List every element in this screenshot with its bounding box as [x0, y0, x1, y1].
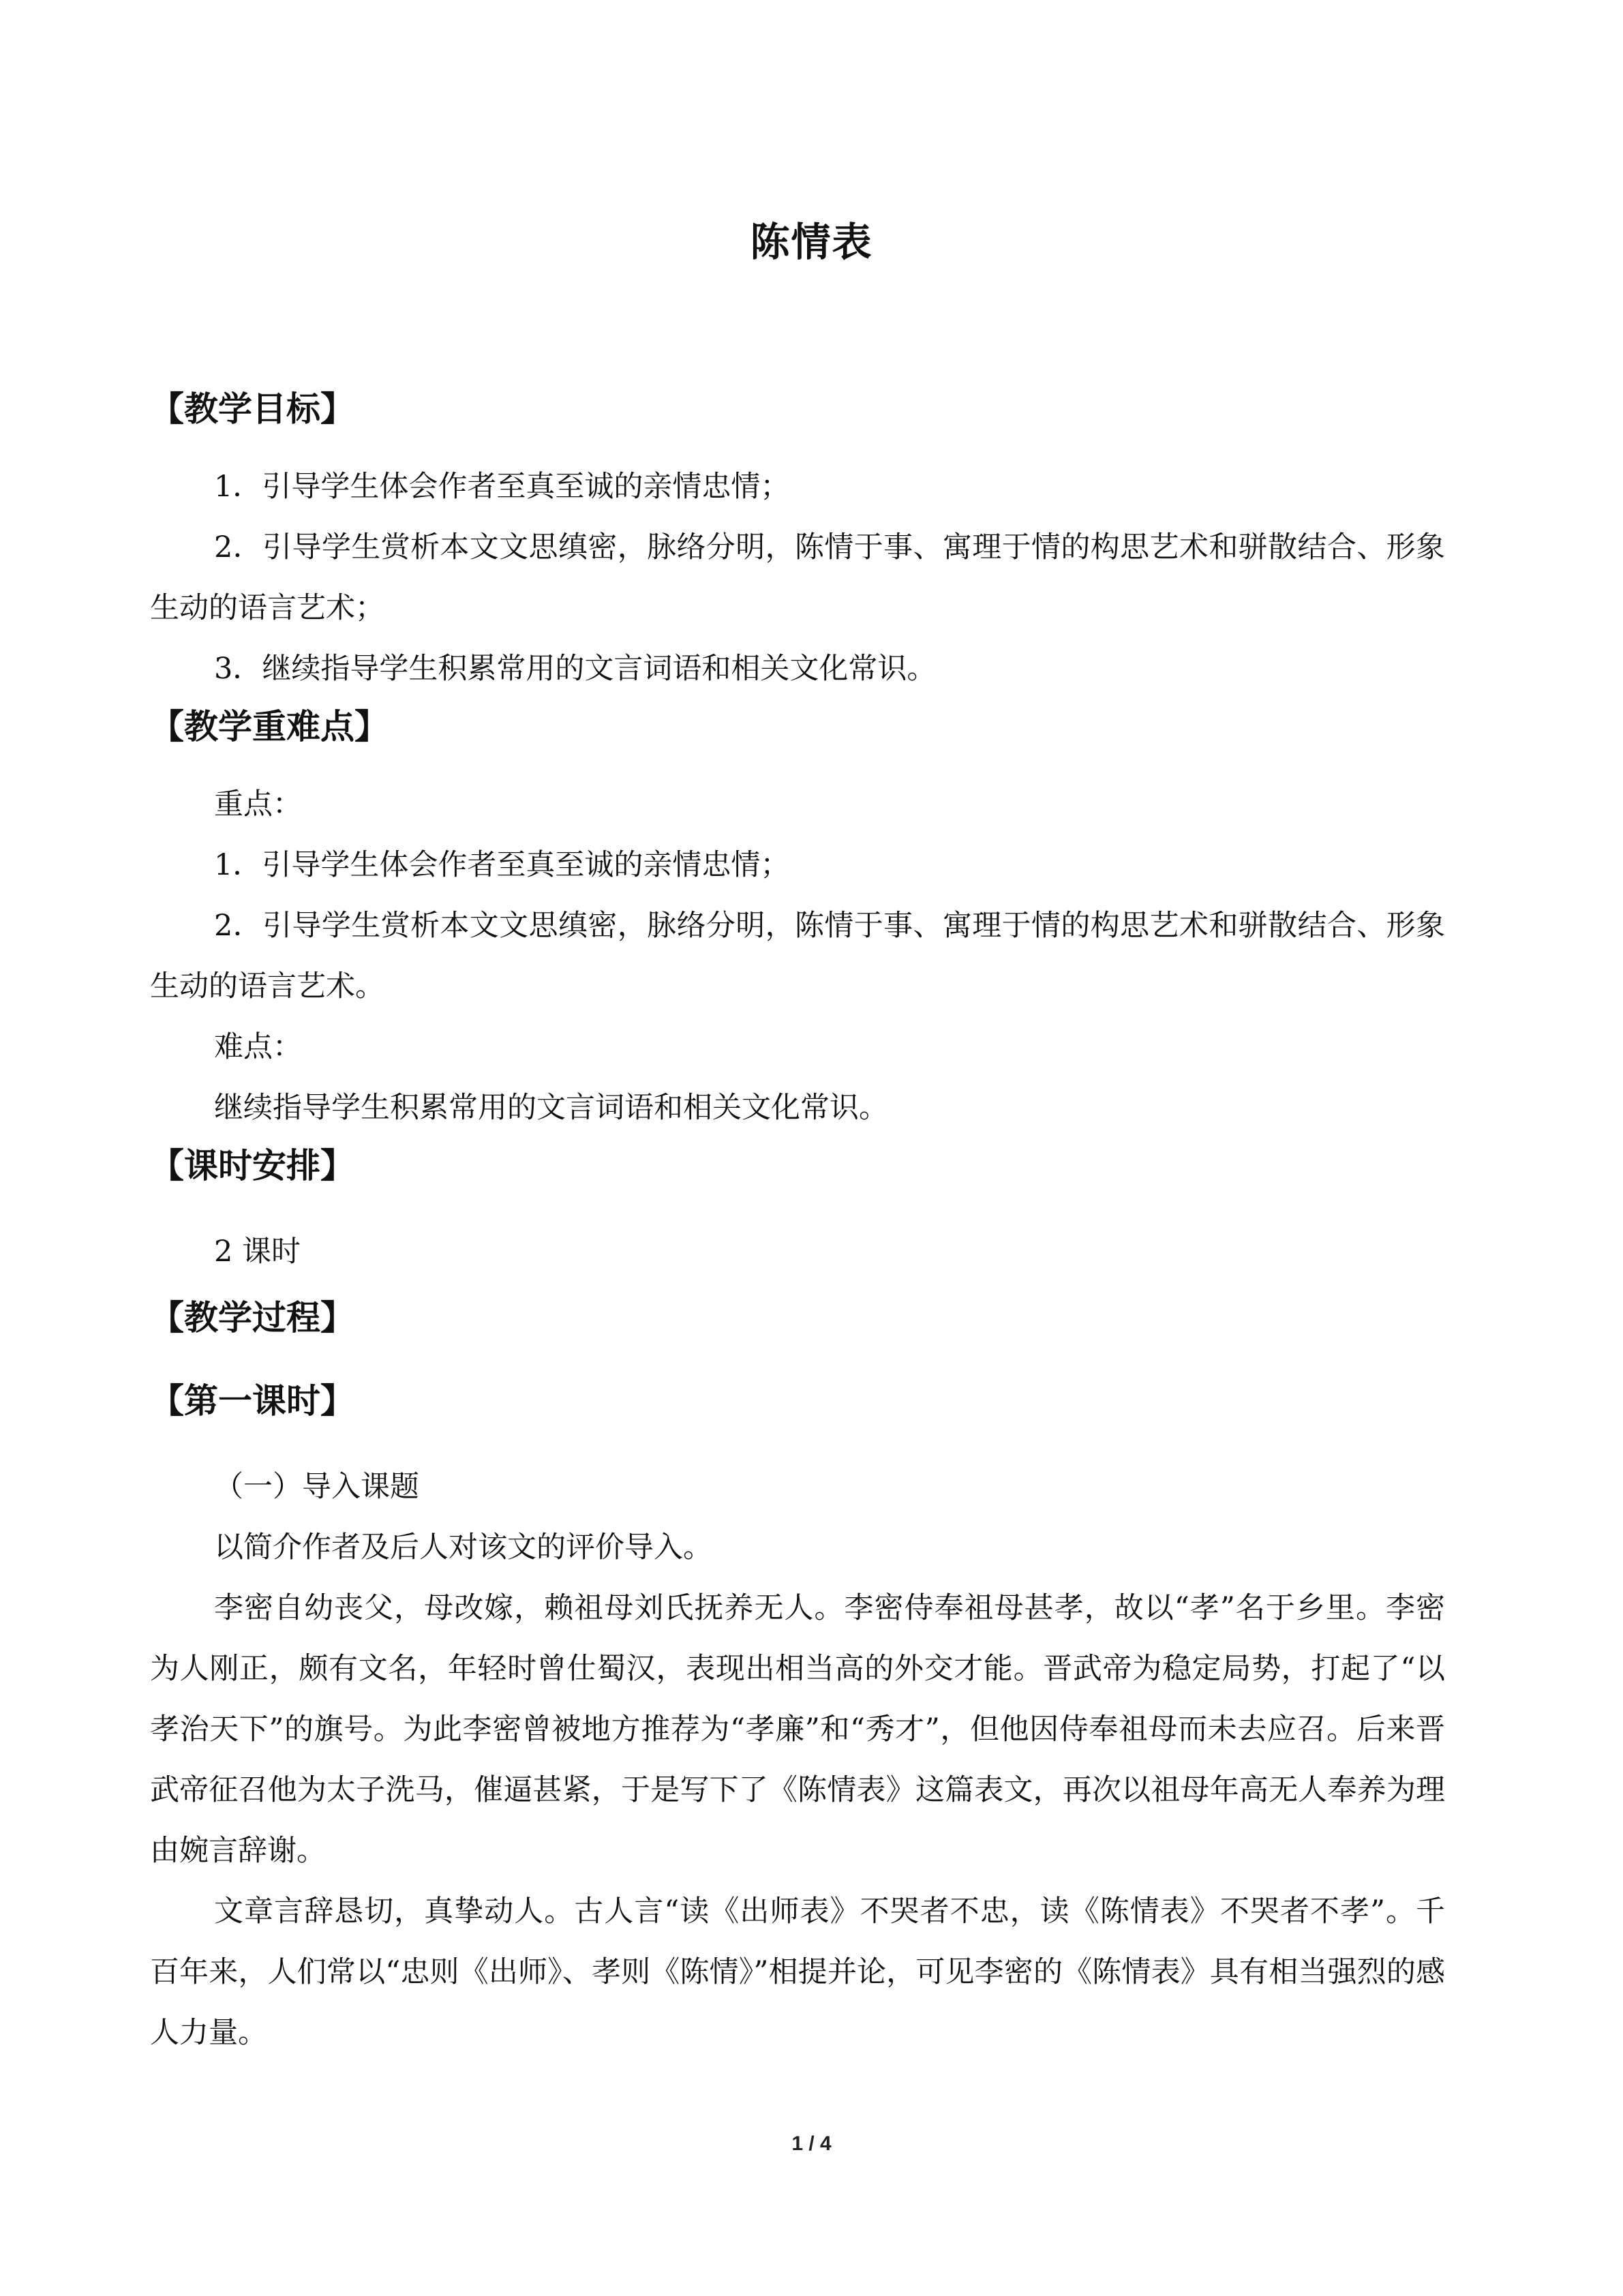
- section-heading-schedule: 【课时安排】: [150, 1146, 354, 1185]
- lesson-1-subheading: （一）导入课题: [214, 1470, 419, 1504]
- page-indicator: 1 / 4: [791, 2132, 832, 2155]
- goal-item-1: 1．引导学生体会作者至真至诚的亲情忠情；: [214, 470, 790, 504]
- goal-item-2: 2．引导学生赏析本文文思缜密，脉络分明，陈情于事、寓理于情的构思艺术和骈散结合、形象生动的语言艺术；: [150, 530, 1445, 625]
- key-item-2: 2．引导学生赏析本文文思缜密，脉络分明，陈情于事、寓理于情的构思艺术和骈散结合、形象生动的语言艺术。: [150, 909, 1445, 1003]
- lesson-1-paragraph-2: 文章言辞恳切，真挚动人。古人言“读《出师表》不哭者不忠，读《陈情表》不哭者不孝”。千百年来，人们常以“忠则《出师》、孝则《陈情》”相提并论，可见李密的《陈情表》具有相当强烈的感人力量。: [150, 1894, 1445, 2050]
- section-heading-process: 【教学过程】: [150, 1298, 354, 1338]
- difficulty-label: 难点：: [214, 1030, 302, 1064]
- section-heading-key-points: 【教学重难点】: [150, 707, 389, 746]
- difficulty-text: 继续指导学生积累常用的文言词语和相关文化常识。: [214, 1091, 888, 1125]
- key-label: 重点：: [214, 787, 302, 821]
- section-heading-lesson-1: 【第一课时】: [150, 1381, 354, 1421]
- schedule-text: 2 课时: [214, 1235, 301, 1269]
- goal-item-3: 3．继续指导学生积累常用的文言词语和相关文化常识。: [214, 652, 937, 686]
- lesson-1-paragraph-1: 李密自幼丧父，母改嫁，赖祖母刘氏抚养无人。李密侍奉祖母甚孝，故以“孝”名于乡里。李密为人刚正，颇有文名，年轻时曾仕蜀汉，表现出相当高的外交才能。晋武帝为稳定局势，打起了“以孝治天下”的旗号。为此李密曾被地方推荐为“孝廉”和“秀才”，但他因侍奉祖母而未去应召。后来晋武帝征召他为太子洗马，催逼甚紧，于是写下了《陈情表》这篇表文，再次以祖母年高无人奉养为理由婉言辞谢。: [150, 1591, 1445, 1868]
- key-item-1: 1．引导学生体会作者至真至诚的亲情忠情；: [214, 848, 790, 882]
- lesson-1-intro: 以简介作者及后人对该文的评价导入。: [214, 1530, 712, 1565]
- document-body: [150, 382, 1445, 2064]
- document-title: 陈情表: [750, 219, 873, 265]
- section-heading-goals: 【教学目标】: [150, 389, 354, 429]
